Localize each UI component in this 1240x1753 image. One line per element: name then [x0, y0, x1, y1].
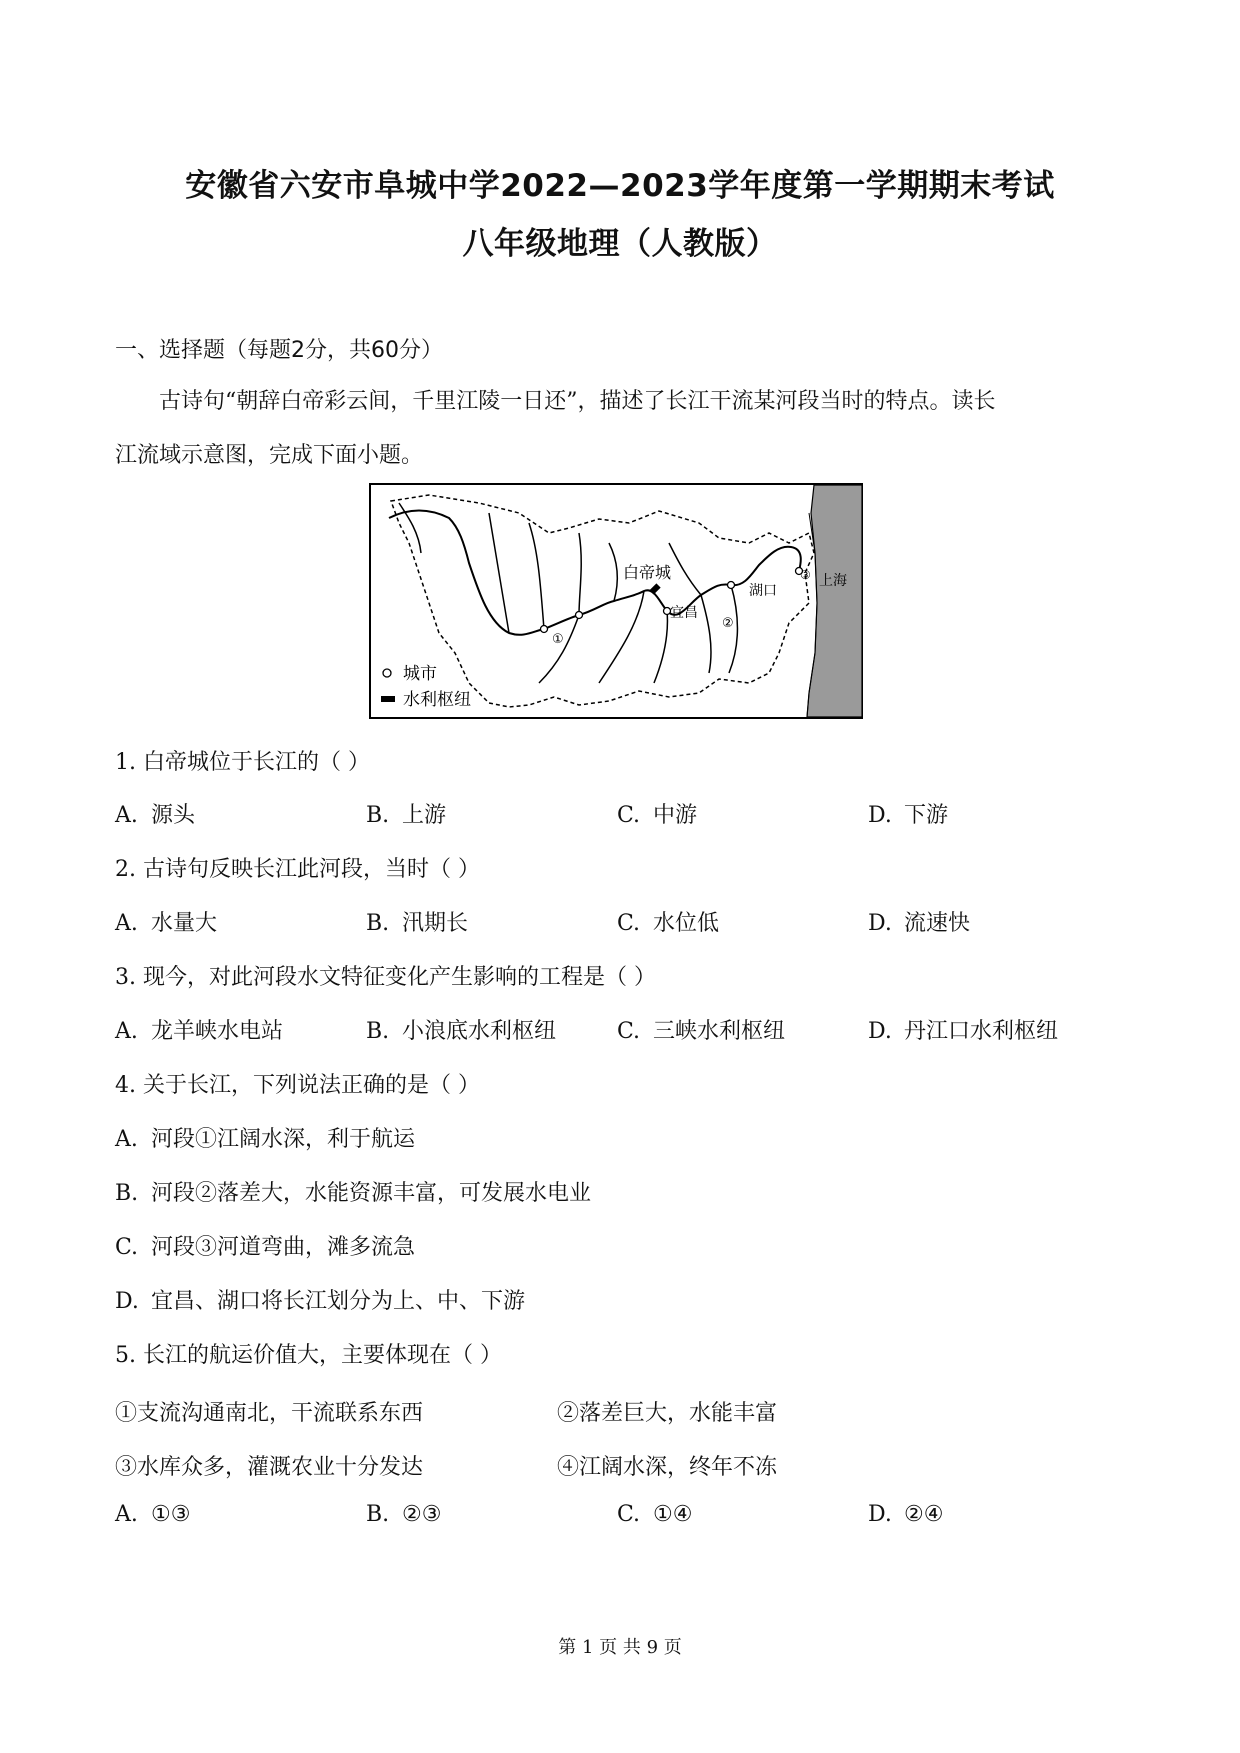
q5-statement-2: ②落差巨大，水能丰富 [557, 1401, 778, 1426]
label-segment-2: ② [722, 616, 734, 631]
label-segment-1: ① [552, 632, 564, 647]
label-yichang: 宜昌 [670, 605, 698, 621]
question-1-stem: 1. 白帝城位于长江的（ ） [115, 750, 370, 775]
question-4-stem: 4. 关于长江，下列说法正确的是（ ） [115, 1073, 480, 1098]
q5-option-a: A. ①③ [115, 1502, 191, 1527]
city-marker-hukou [728, 582, 735, 589]
q5-statement-1: ①支流沟通南北，干流联系东西 [115, 1401, 424, 1426]
legend-city-icon [383, 669, 391, 677]
legend-dam-icon [381, 696, 395, 702]
q5-statement-4: ④江阔水深，终年不冻 [557, 1455, 778, 1480]
q5-statement-3: ③水库众多，灌溉农业十分发达 [115, 1455, 424, 1480]
q5-option-c: C. ①④ [617, 1502, 693, 1527]
page-number: 第 1 页 共 9 页 [558, 1637, 682, 1658]
q2-option-a: A. 水量大 [115, 911, 218, 936]
label-hukou: 湖口 [749, 583, 777, 599]
q4-option-c: C. 河段③河道弯曲，滩多流急 [115, 1235, 416, 1260]
exam-subtitle: 八年级地理（人教版） [462, 226, 778, 262]
yangtze-basin-map [369, 483, 863, 719]
q3-option-d: D. 丹江口水利枢纽 [868, 1019, 1059, 1044]
q5-option-d: D. ②④ [868, 1502, 944, 1527]
intro-line-1: 古诗句“朝辞白帝彩云间，千里江陵一日还”，描述了长江干流某河段当时的特点。读长 [159, 389, 996, 414]
exam-title: 安徽省六安市阜城中学2022—2023学年度第一学期期末考试 [185, 168, 1055, 204]
question-2-stem: 2. 古诗句反映长江此河段，当时（ ） [115, 857, 480, 882]
q3-option-a: A. 龙羊峡水电站 [115, 1019, 284, 1044]
city-marker [541, 626, 548, 633]
question-5-stem: 5. 长江的航运价值大，主要体现在（ ） [115, 1343, 502, 1368]
q4-option-d: D. 宜昌、湖口将长江划分为上、中、下游 [115, 1289, 526, 1314]
question-3-stem: 3. 现今，对此河段水文特征变化产生影响的工程是（ ） [115, 965, 656, 990]
label-segment-3: ③ [800, 568, 811, 582]
label-shanghai: 上海 [819, 573, 847, 589]
q3-option-c: C. 三峡水利枢纽 [617, 1019, 786, 1044]
q1-option-c: C. 中游 [617, 803, 698, 828]
q1-option-a: A. 源头 [115, 803, 196, 828]
q2-option-b: B. 汛期长 [366, 911, 469, 936]
label-baidicheng: 白帝城 [623, 563, 672, 582]
q5-option-b: B. ②③ [366, 1502, 442, 1527]
legend-city-label: 城市 [403, 664, 437, 684]
city-marker [576, 612, 583, 619]
q2-option-d: D. 流速快 [868, 911, 971, 936]
q1-option-b: B. 上游 [366, 803, 447, 828]
q4-option-b: B. 河段②落差大，水能资源丰富，可发展水电业 [115, 1181, 592, 1206]
q3-option-b: B. 小浪底水利枢纽 [366, 1019, 557, 1044]
q4-option-a: A. 河段①江阔水深，利于航运 [115, 1127, 416, 1152]
section-heading: 一、选择题（每题2分，共60分） [115, 338, 443, 363]
q2-option-c: C. 水位低 [617, 911, 720, 936]
q1-option-d: D. 下游 [868, 803, 949, 828]
map-svg [369, 483, 863, 719]
intro-paragraph [115, 375, 1130, 483]
legend-dam-label: 水利枢纽 [403, 690, 471, 710]
intro-line-2: 江流域示意图，完成下面小题。 [115, 443, 424, 468]
